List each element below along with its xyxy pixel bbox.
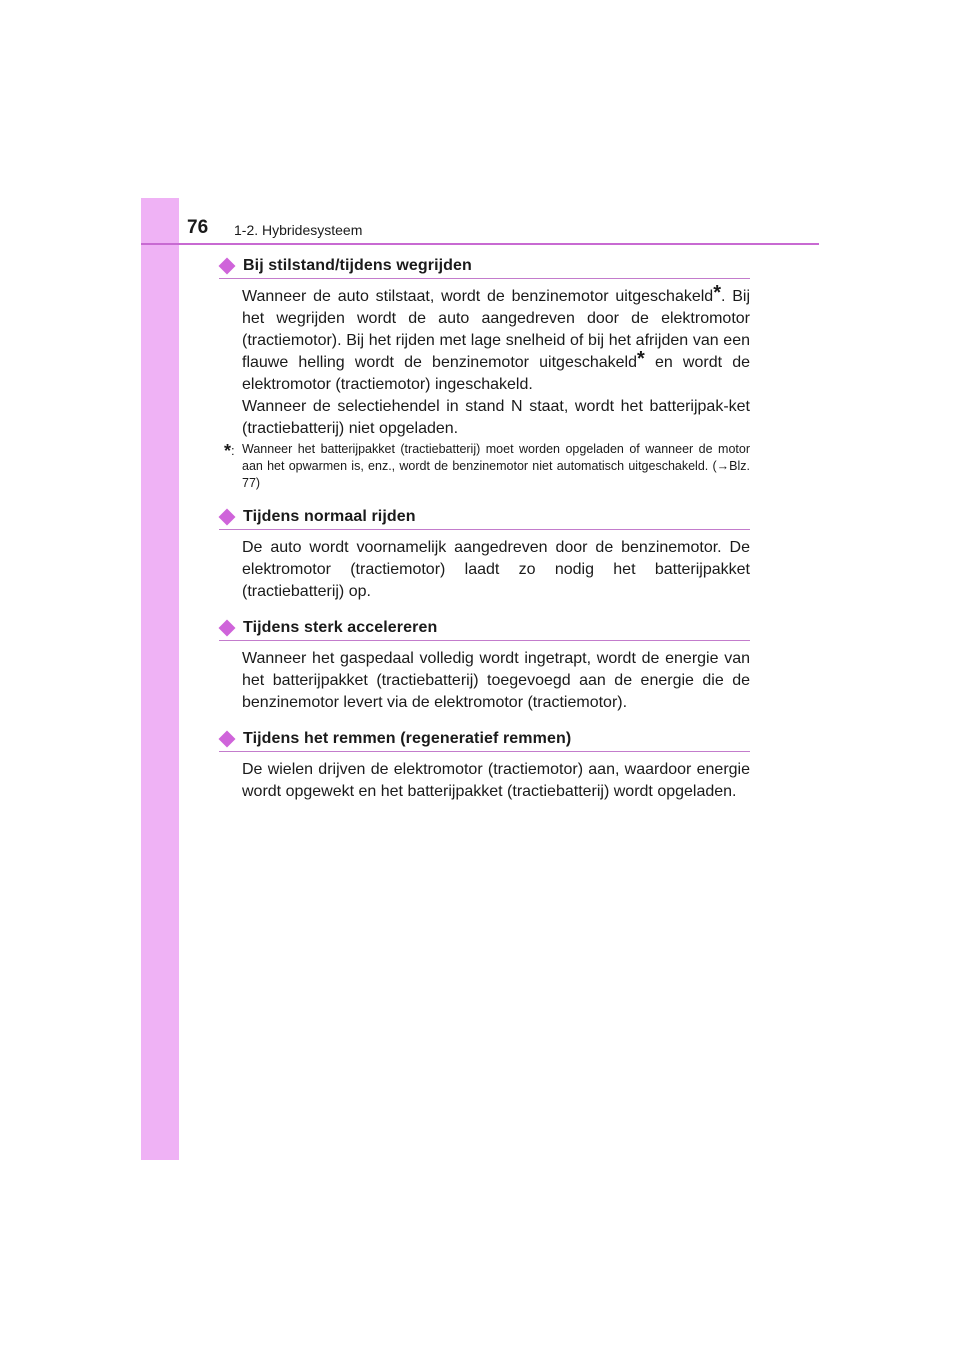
page-number: 76 (187, 217, 209, 238)
section-standstill (219, 255, 750, 492)
footnote-star: * (713, 282, 721, 304)
section-title: Tijdens sterk accelereren (243, 618, 438, 636)
section-heading (219, 617, 750, 641)
footnote (219, 441, 750, 492)
section-title: Tijdens het remmen (regeneratief remmen) (243, 729, 572, 747)
section-title: Tijdens normaal rijden (243, 507, 416, 525)
paragraph (242, 282, 750, 396)
page-content (219, 255, 750, 817)
footnote-star: * (637, 348, 645, 370)
diamond-bullet-icon (219, 508, 236, 525)
text-span: en wordt de elektromotor (tractiemotor) ingeschakeld. (242, 354, 750, 393)
section-title: Bij stilstand/tijdens wegrijden (243, 256, 472, 274)
section-heading (219, 728, 750, 752)
section-body: De wielen drijven de elektromotor (tractiemotor) aan, waardoor energie wordt opgewekt en het batterijpakket (tractiebatterij) wordt opgeladen. (242, 761, 750, 800)
section-body: Wanneer het gaspedaal volledig wordt ingetrapt, wordt de energie van het batterijpakket (tractiebatterij) toegevoegd aan de energie die de benzinemotor levert via de elektromotor (tractiemotor). (242, 650, 750, 711)
text-span: . Bij het wegrijden wordt de auto aangedreven door de elektromotor (tractiemotor). Bij het rijden met lage snelheid of bij het afrijden van een flauwe helling wordt de benzinemotor uitgeschakeld (242, 288, 750, 371)
section-strong-acceleration (219, 617, 750, 714)
footnote-colon: : (231, 443, 235, 458)
paragraph: Wanneer de selectiehendel in stand N staat, wordt het batterijpak-ket (tractiebatterij) niet opgeladen. (242, 398, 750, 437)
header-rule (141, 243, 819, 245)
side-tab-bar (141, 198, 179, 1160)
diamond-bullet-icon (219, 619, 236, 636)
text-span: Wanneer de auto stilstaat, wordt de benzinemotor uitgeschakeld (242, 288, 714, 305)
section-body (242, 282, 750, 440)
section-normal-driving (219, 506, 750, 603)
footnote-text: Wanneer het batterijpakket (tractiebatterij) moet worden opgeladen of wanneer de motor aan het opwarmen is, enz., wordt de benzinemotor niet automatisch uitgeschakeld. (→Blz. 77) (242, 442, 750, 490)
diamond-bullet-icon (219, 730, 236, 747)
section-heading (219, 255, 750, 279)
section-regenerative-braking (219, 728, 750, 803)
section-body: De auto wordt voornamelijk aangedreven door de benzinemotor. De elektromotor (tractiemotor) laadt zo nodig het batterijpakket (tractiebatterij) op. (242, 539, 750, 600)
section-heading (219, 506, 750, 530)
diamond-bullet-icon (219, 257, 236, 274)
footnote-star: * (224, 441, 232, 461)
footnote-marker (224, 441, 235, 459)
chapter-title: 1-2. Hybridesysteem (234, 222, 363, 238)
